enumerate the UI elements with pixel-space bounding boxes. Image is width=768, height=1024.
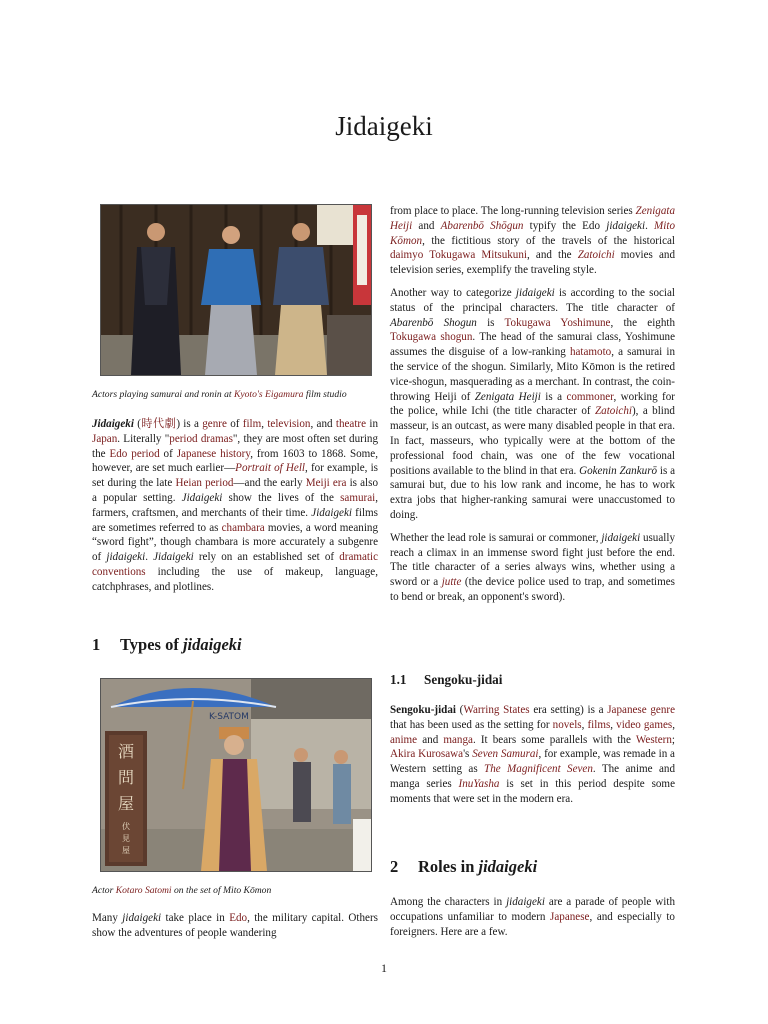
caption-text: Actors playing samurai and ronin at — [92, 389, 234, 400]
link-jutte[interactable]: jutte — [441, 576, 462, 589]
link-manga[interactable]: manga — [443, 733, 473, 746]
link-period-dramas[interactable]: period dramas — [169, 432, 233, 445]
link-video-games[interactable]: video games — [616, 718, 673, 731]
link-chambara[interactable]: chambara — [221, 521, 265, 534]
sign-char-4: 伏 — [122, 822, 130, 831]
edo-paragraph: Many jidaigeki take place in Edo, the military capital. Others show the adventures of people wandering — [92, 912, 378, 939]
sign-char-6: 屋 — [122, 846, 130, 855]
sword-fight-paragraph: Whether the lead role is samurai or commoner, jidaigeki usually reach a climax in an immense sword fight just before the end. The title character of a series always wins, whether using a sword or a jutte (the device police used to trap, and sometimes to bend or break, an opponent's sword). — [390, 531, 675, 603]
link-japanese-genre[interactable]: Japanese genre — [607, 704, 675, 716]
link-mito-komon[interactable]: Mito Kōmon — [390, 219, 675, 247]
link-tokugawa-yoshimune[interactable]: Tokugawa Yoshimune — [504, 316, 611, 329]
caption-text: film studio — [303, 389, 347, 400]
link-samurai[interactable]: samurai — [340, 491, 376, 504]
link-abarenbo-shogun[interactable]: Abarenbō Shōgun — [440, 219, 524, 232]
figure2-caption — [92, 885, 382, 897]
caption-text: on the set of Mito Kōmon — [171, 885, 272, 896]
link-western[interactable]: Western — [635, 733, 672, 746]
sign-char-3: 屋 — [117, 794, 135, 813]
roles-paragraph: Among the characters in jidaigeki are a parade of people with occupations unfamiliar to modern Japanese, and especially to foreigners. Here are a few. — [390, 896, 675, 938]
link-japan[interactable]: Japan — [92, 432, 118, 445]
sign-char-1: 酒 — [117, 742, 135, 761]
link-akira-kurosawa[interactable]: Akira Kurosawa — [390, 748, 464, 761]
link-portrait-of-hell[interactable]: Portrait of Hell — [235, 462, 306, 475]
right-column-text — [390, 204, 675, 613]
link-kanji[interactable]: 時代劇 — [140, 418, 177, 430]
link-kyotos-eigamura[interactable]: Kyoto's Eigamura — [233, 389, 304, 400]
link-zatoichi[interactable]: Zatoichi — [577, 249, 615, 262]
traveling-paragraph: from place to place. The long-running television series Zenigata Heiji and Abarenbō Shōgun typify the Edo jidaigeki. Mito Kōmon, the fictitious story of the travels of the historical daimyo Tokugawa Mitsukuni, and the Zatoichi movies and television series, exemplify the traveling style. — [390, 205, 675, 277]
term-jidaigeki: Jidaigeki — [92, 418, 134, 430]
link-tokugawa-mitsukuni[interactable]: Tokugawa Mitsukuni — [429, 249, 527, 262]
link-films[interactable]: films — [587, 718, 611, 731]
social-status-paragraph: Another way to categorize jidaigeki is according to the social status of the principal characters. The title character of Abarenbō Shogun is Tokugawa Yoshimune, the eighth Tokugawa shogun. The head of the samurai class, Yoshimune assumes the disguise of a low-ranking hatamoto, a samurai in the service of the shogun. Similarly, Mito Kōmon is the retired vice-shogun, masquerading as a merchant. In contrast, the coin-throwing Heiji of Zenigata Heiji is a commoner, working for the police, while Ichi (the title character of Zatoichi), a blind masseur, is an outcast, as were many disabled people in that era. In fact, masseurs, who typically were at the bottom of the professional food chain, was one of the few vocational positions available to the blind in that era. Gokenin Zankurō is a samurai but, due to his low rank and income, he has to work extra jobs that higher-ranking samurai were unaccustomed to doing. — [390, 286, 676, 521]
link-commoner[interactable]: commoner — [566, 390, 614, 403]
section-heading-roles: 2 Roles in jidaigeki — [390, 857, 538, 876]
sign-char-2: 問 — [117, 768, 135, 787]
link-heian-period[interactable]: Heian period — [175, 477, 234, 490]
link-kotaro-satomi[interactable]: Kotaro Satomi — [115, 885, 172, 896]
link-hatamoto[interactable]: hatamoto — [569, 346, 612, 359]
link-meiji-era[interactable]: Meiji era — [305, 477, 347, 490]
intro-paragraph: Jidaigeki (時代劇) is a genre of film, television, and theatre in Japan. Literally "period dramas", they are most often set during the Edo period of Japanese history, from 1603 to 1868. Some, however, are set much earlier—Portrait of Hell, for example, is set during the late Heian period—and the early Meiji era is also a popular setting. Jidaigeki show the lives of the samurai, farmers, craftsmen, and merchants of their time. Jidaigeki films are sometimes referred to as chambara movies, a word meaning “sword fight”, though chambara is more accurately a subgenre of jidaigeki. Jidaigeki rely on an established set of dramatic conventions including the use of makeup, language, catchphrases, and plotlines. — [92, 418, 379, 593]
link-warring-states[interactable]: Warring States — [463, 704, 530, 716]
link-japanese[interactable]: Japanese — [550, 910, 590, 923]
link-novels[interactable]: novels — [552, 718, 582, 731]
link-edo-period[interactable]: Edo period — [109, 447, 160, 460]
link-theatre[interactable]: theatre — [335, 418, 367, 430]
caption-text: Actor — [92, 885, 116, 896]
samurai-actors-photo — [100, 204, 372, 376]
link-genre[interactable]: genre — [202, 418, 227, 430]
samurai-actors-illustration — [101, 205, 371, 375]
link-japanese-history[interactable]: Japanese history — [176, 447, 251, 460]
sengoku-paragraph: Sengoku-jidai (Warring States era setting) is a Japanese genre that has been used as the setting for novels, films, video games, anime and manga. It bears some parallels with the Western; Akira Kurosawa's Seven Samurai, for example, was remade in a Western setting as The Magnificent Seven. The anime and manga series InuYasha is set in this period despite some moments that were set in the modern era. — [390, 704, 676, 805]
link-tokugawa-shogun[interactable]: Tokugawa shogun — [390, 331, 473, 344]
section-heading-sengoku-jidai: 1.1 Sengoku-jidai — [390, 672, 503, 687]
link-zenigata-heiji[interactable]: Zenigata Heiji — [390, 205, 675, 232]
link-edo[interactable]: Edo — [229, 912, 248, 924]
link-film[interactable]: film — [242, 418, 262, 430]
kotaro-satomi-illustration — [101, 679, 371, 871]
sign-char-5: 見 — [122, 834, 130, 843]
link-inuyasha[interactable]: InuYasha — [458, 777, 500, 790]
link-television[interactable]: television — [267, 418, 311, 430]
link-dramatic-conventions[interactable]: dramatic conventions — [92, 551, 379, 578]
link-seven-samurai[interactable]: Seven Samurai — [472, 748, 539, 761]
link-daimyo[interactable]: daimyo — [390, 249, 424, 262]
link-zatoichi-2[interactable]: Zatoichi — [594, 405, 632, 418]
link-magnificent-seven[interactable]: The Magnificent Seven — [484, 763, 593, 776]
page-title: Jidaigeki — [335, 111, 433, 141]
link-anime[interactable]: anime — [390, 733, 418, 746]
section-heading-types: 1 Types of jidaigeki — [92, 635, 242, 654]
figure1-caption — [92, 389, 382, 401]
umbrella-lettering: K-SATOM — [209, 712, 249, 722]
kotaro-satomi-photo — [100, 678, 372, 872]
page-number: 1 — [381, 961, 387, 975]
